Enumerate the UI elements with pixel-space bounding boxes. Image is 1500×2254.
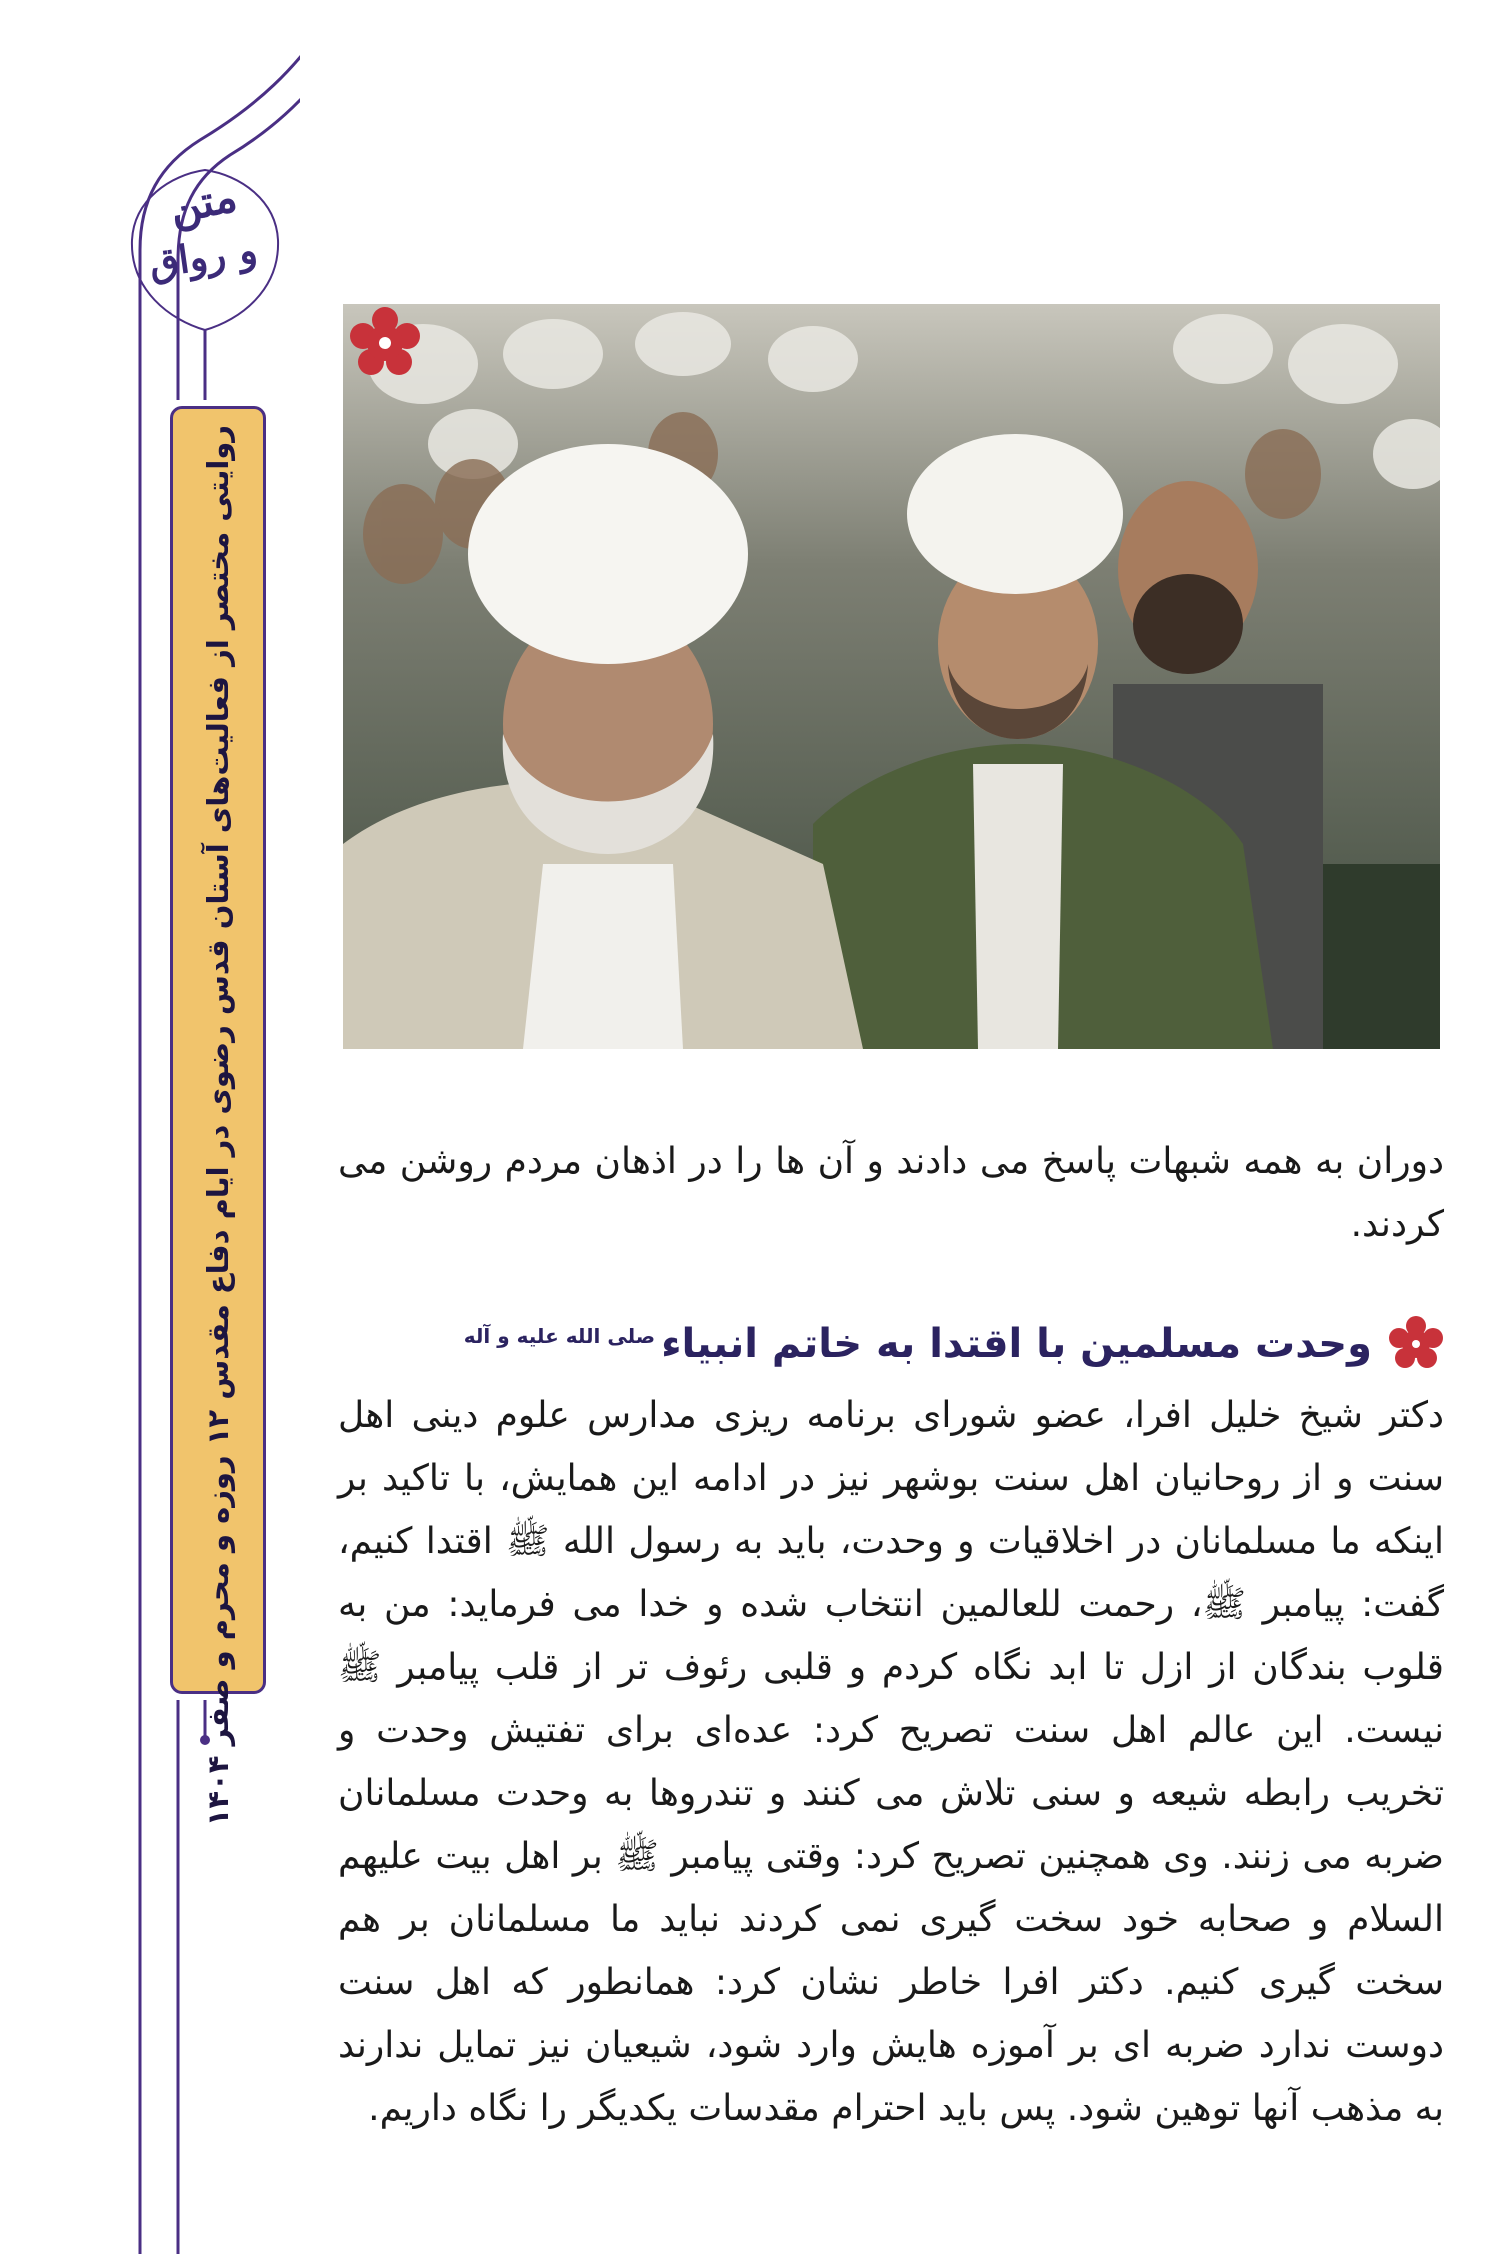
publication-logo [128, 172, 278, 322]
rosette-bullet-icon [1388, 1316, 1444, 1372]
photo-illustration [343, 304, 1440, 1049]
logo-line-2: و رواق [146, 226, 260, 287]
article-photo [343, 304, 1440, 1049]
honorific-mark: صلی الله علیه و آله [463, 1323, 656, 1348]
side-banner [170, 406, 266, 1827]
section-heading-row [338, 1304, 1444, 1384]
body-paragraph: دکتر شیخ خلیل افرا، عضو شورای برنامه ریزی مدارس علوم دینی اهل سنت و از روحانیان اهل سنت بوشهر نیز در ادامه این همایش، با تاکید بر اینکه ما مسلمانان در اخلاقیات و وحدت، باید به رسول الله ﷺ اقتدا کنیم، گفت: پیامبر ﷺ، رحمت للعالمین انتخاب شده و خدا می فرماید: من به قلوب بندگان از ازل تا ابد نگاه کردم و قلبی رئوف تر از قلب پیامبر ﷺ نیست. این عالم اهل سنت تصریح کرد: عده‌ای برای تفتیش وحدت و تخریب رابطه شیعه و سنی تلاش می کنند و تندروها به وحدت مسلمانان ضربه می زنند. وی همچنین تصریح کرد: وقتی پیامبر ﷺ بر اهل بیت علیهم السلام و صحابه خود سخت گیری نمی کردند نباید ما مسلمانان بر هم سخت گیری کنیم. دکتر افرا خاطر نشان کرد: همانطور که اهل سنت دوست ندارد ضربه ای بر آموزه هایش وارد شود، شیعیان نیز تمایل ندارند به مذهب آنها توهین شود. پس باید احترام مقدسات یکدیگر را نگاه داریم. [338, 1395, 1444, 2129]
side-banner-text: روایتی مختصر از فعالیت‌های آستان قدس رضوی در ایام دفاع مقدس ۱۲ روزه و محرم و صفر ۱۴۰۴ [201, 425, 235, 1827]
article-body [338, 1130, 1444, 2140]
rosette-ornament [348, 306, 422, 380]
logo-line-1: متن [165, 171, 241, 234]
section-heading-text: وحدت مسلمین با اقتدا به خاتم انبیاء [661, 1321, 1372, 1367]
intro-paragraph: دوران به همه شبهات پاسخ می دادند و آن ها را در اذهان مردم روشن می کردند. [338, 1141, 1444, 1245]
section-heading [464, 1321, 1372, 1367]
